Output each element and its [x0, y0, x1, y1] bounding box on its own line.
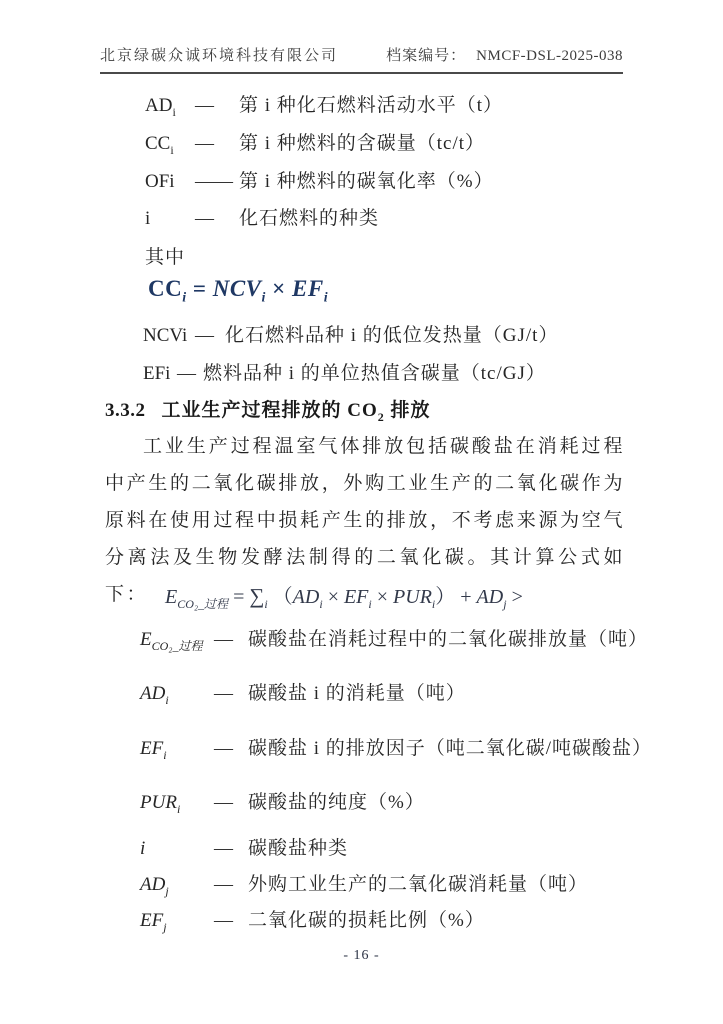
definition-row-ncvi — [143, 324, 628, 348]
company-name: 北京绿碳众诚环境科技有限公司 — [100, 48, 339, 64]
definition-term: EFi — [143, 363, 171, 384]
definition-desc: 碳酸盐在消耗过程中的二氧化碳排放量（吨） — [248, 629, 649, 650]
definition-desc: 碳酸盐 i 的消耗量（吨） — [248, 683, 466, 704]
definition-desc: 化石燃料品种 i 的低位发热量（GJ/t） — [225, 325, 559, 346]
definition-row-adi-2 — [140, 682, 628, 712]
definition-dash: — — [195, 133, 214, 154]
definition-term: $EF_i$ — [140, 738, 167, 762]
archive-number-group — [386, 44, 623, 65]
formula-cc: $CC_i = NCV_i \times EF_i$ — [148, 276, 329, 306]
definition-dash: —— — [195, 171, 233, 192]
definition-term: $AD_i$ — [145, 95, 176, 119]
definition-desc: 碳酸盐种类 — [248, 838, 349, 859]
definition-dash: — — [214, 629, 233, 650]
definition-dash: — — [195, 325, 214, 346]
definition-dash: — — [195, 95, 214, 116]
body-paragraph: 工业生产过程温室气体排放包括碳酸盐在消耗过程中产生的二氧化碳排放，外购工业生产的二氧化碳作为原料在使用过程中损耗产生的排放，不考虑来源为空气分离法及生物发酵法制得的二氧化碳。其计算公式如下： — [105, 436, 625, 605]
definition-row-i — [145, 207, 628, 237]
definition-desc: 化石燃料的种类 — [239, 208, 380, 229]
section-heading: 3.3.2 工业生产过程排放的 $CO_2$ 排放 — [105, 400, 431, 424]
definition-dash: — — [214, 792, 233, 813]
definition-term: $AD_j$ — [140, 874, 169, 898]
definition-row-efi — [143, 362, 628, 386]
definition-row-puri — [140, 791, 628, 821]
definition-row-cci — [145, 132, 628, 162]
definition-row-adj — [140, 873, 628, 903]
among-label: 其中 — [145, 247, 186, 268]
definition-desc: 燃料品种 i 的单位热值含碳量（tc/GJ） — [203, 363, 546, 384]
definition-row-i-2 — [140, 837, 628, 867]
definition-dash: — — [177, 363, 196, 384]
definition-term: OFi — [145, 171, 175, 192]
definition-desc: 外购工业生产的二氧化碳消耗量（吨） — [248, 874, 589, 895]
definition-term: $EF_j$ — [140, 910, 167, 934]
definition-term: NCVi — [143, 325, 188, 346]
section-number: 3.3.2 — [105, 400, 146, 421]
archive-number: NMCF-DSL-2025-038 — [476, 48, 623, 64]
definition-term: i — [145, 208, 151, 229]
archive-label: 档案编号： — [386, 48, 467, 64]
definition-row-ofi — [145, 170, 628, 200]
definition-dash: — — [214, 683, 233, 704]
definition-desc: 碳酸盐的纯度（%） — [248, 792, 425, 813]
definition-desc: 第 i 种燃料的碳氧化率（%） — [239, 171, 494, 192]
definition-term: $CC_i$ — [145, 133, 174, 157]
definition-term: $E_{CO_2\_过程}$ — [140, 629, 203, 653]
formula-e-co2-process: $E_{CO_2\_过程} = \sum_i$ $(AD_i \times EF_i \times PUR_i) + AD_j$ > — [165, 584, 523, 611]
definition-term: i — [140, 838, 146, 859]
page-header — [100, 44, 623, 74]
definition-dash: — — [214, 910, 233, 931]
definition-row-efj — [140, 909, 628, 939]
definition-desc: 第 i 种化石燃料活动水平（t） — [239, 95, 504, 116]
definition-row-e-process — [140, 628, 649, 658]
definition-dash: — — [214, 838, 233, 859]
definition-desc: 二氧化碳的损耗比例（%） — [248, 910, 485, 931]
definition-dash: — — [195, 208, 214, 229]
definition-desc: 碳酸盐 i 的排放因子（吨二氧化碳/吨碳酸盐） — [248, 738, 653, 759]
definition-dash: — — [214, 874, 233, 895]
definition-dash: — — [214, 738, 233, 759]
definition-row-efi-2 — [140, 737, 653, 767]
page-number: - 16 - — [343, 948, 380, 963]
definition-row-adi — [145, 94, 628, 124]
definition-desc: 第 i 种燃料的含碳量（tc/t） — [239, 133, 486, 154]
definition-term: $PUR_i$ — [140, 792, 181, 816]
definition-term: $AD_i$ — [140, 683, 169, 707]
